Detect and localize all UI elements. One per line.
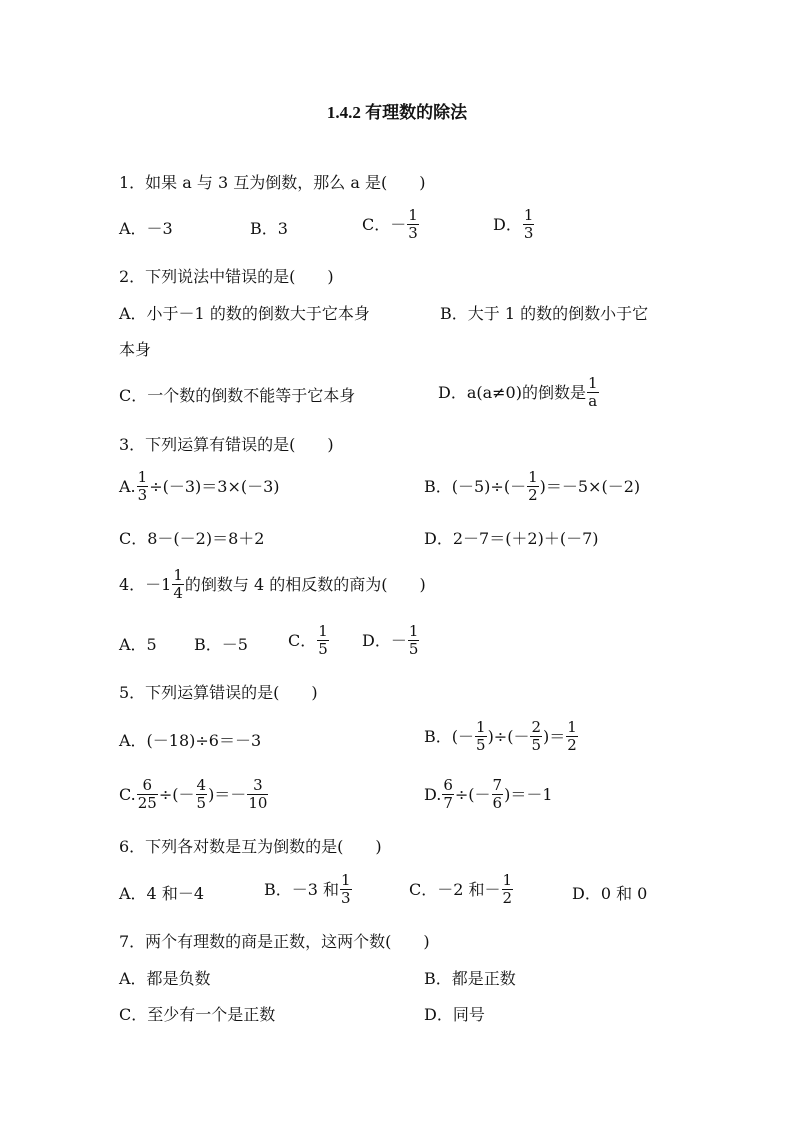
q2-option-c: C．一个数的倒数不能等于它本身 (119, 386, 356, 405)
q5-option-a: A．(－18)÷6＝－3 (119, 731, 262, 750)
fraction: $\frac{1}{3}$ (408, 206, 418, 242)
question-2-stem: 2．下列说法中错误的是( ) (119, 267, 334, 286)
question-5-stem: 5．下列运算错误的是( ) (119, 683, 318, 702)
question-7-stem: 7．两个有理数的商是正数，这两个数( ) (119, 932, 430, 951)
q7-option-c: C．至少有一个是正数 (119, 1005, 276, 1024)
q3-option-d: D．2－7＝(＋2)＋(－7) (424, 529, 599, 548)
q5-option-d: D. $\frac{6}{7}$ ÷(－ $\frac{7}{6}$ )＝－1 (424, 776, 553, 812)
question-1-stem: 1．如果 a 与 3 互为倒数，那么 a 是( ) (119, 173, 426, 192)
fraction: $\frac{1}{3}$ (137, 468, 148, 504)
fraction: $\frac{6}{25}$ (137, 776, 157, 812)
question-3-stem: 3．下列运算有错误的是( ) (119, 435, 334, 454)
q6-option-b: B．－3 和 $\frac{1}{3}$ (264, 871, 351, 907)
fraction: $\frac{3}{10}$ (248, 776, 268, 812)
fraction: $\frac{4}{5}$ (196, 776, 207, 812)
q7-option-b: B．都是正数 (424, 969, 516, 988)
q3-option-b: B．(－5)÷(－ $\frac{1}{2}$ )＝－5×(－2) (424, 468, 641, 504)
q4-option-d: D．－ $\frac{1}{5}$ (362, 622, 419, 658)
q1-option-b: B．3 (250, 219, 288, 238)
q2-option-a: A．小于－1 的数的倒数大于它本身 (119, 304, 370, 323)
q2-option-b: B．大于 1 的数的倒数小于它 (440, 304, 649, 323)
fraction: $\frac{1}{2}$ (528, 468, 538, 504)
q1-option-d: D． $\frac{1}{3}$ (493, 206, 534, 242)
fraction: $\frac{1}{5}$ (408, 622, 419, 658)
fraction: $\frac{1}{5}$ (318, 622, 328, 658)
q6-option-d: D．0 和 0 (572, 884, 648, 903)
q4-option-c: C． $\frac{1}{5}$ (288, 622, 328, 658)
q6-option-a: A．4 和－4 (119, 884, 205, 903)
q1-option-c: C．－ $\frac{1}{3}$ (362, 206, 418, 242)
fraction: $\frac{1}{2}$ (502, 871, 513, 907)
page-title: 1.4.2 有理数的除法 (326, 103, 468, 122)
q6-option-c: C．－2 和－ $\frac{1}{2}$ (409, 871, 513, 907)
q3-option-a: A. $\frac{1}{3}$ ÷(－3)＝3×(－3) (119, 468, 280, 504)
q2-option-d: D．a(a≠0)的倒数是 $\frac{1}{a}$ (438, 374, 598, 410)
q5-option-b: B．(－ $\frac{1}{5}$ )÷(－ $\frac{2}{5}$ )＝ $\frac{1}{2}$ (424, 718, 577, 754)
q7-option-d: D．同号 (424, 1005, 485, 1024)
question-4-stem: 4．－1 $\frac{1}{4}$ 的倒数与 4 的相反数的商为( ) (119, 566, 426, 602)
question-6-stem: 6．下列各对数是互为倒数的是( ) (119, 837, 382, 856)
fraction: $\frac{2}{5}$ (531, 718, 542, 754)
fraction: $\frac{1}{a}$ (587, 374, 598, 410)
q3-option-c: C．8－(－2)＝8＋2 (119, 529, 265, 548)
q4-option-b: B．－5 (194, 635, 248, 654)
q4-option-a: A．5 (119, 635, 157, 654)
fraction: $\frac{6}{7}$ (443, 776, 453, 812)
fraction: $\frac{1}{4}$ (173, 566, 183, 602)
fraction: $\frac{1}{2}$ (567, 718, 577, 754)
q2-option-b-continued: 本身 (119, 340, 152, 359)
fraction: $\frac{7}{6}$ (492, 776, 503, 812)
fraction: $\frac{1}{3}$ (523, 206, 534, 242)
fraction: $\frac{1}{5}$ (476, 718, 486, 754)
q5-option-c: C. $\frac{6}{25}$ ÷(－ $\frac{4}{5}$ )＝－ $\frac{3}{10}$ (119, 776, 268, 812)
q7-option-a: A．都是负数 (119, 969, 211, 988)
fraction: $\frac{1}{3}$ (341, 871, 351, 907)
q1-option-a: A．－3 (119, 219, 173, 238)
